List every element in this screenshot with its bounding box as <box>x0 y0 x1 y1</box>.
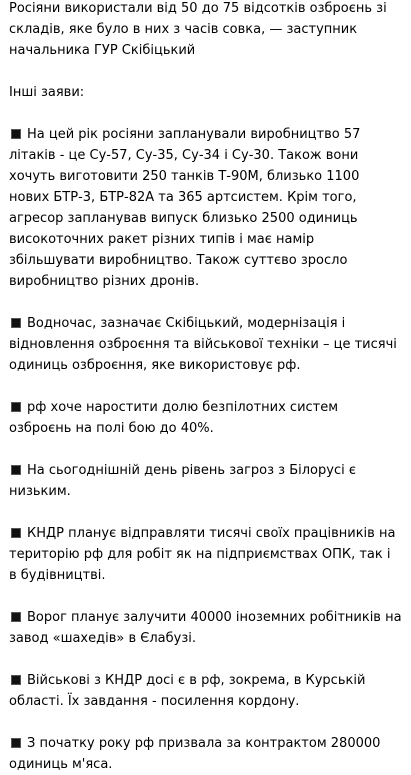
black-square-icon <box>11 675 21 685</box>
list-item <box>9 124 402 292</box>
black-square-icon <box>11 528 21 538</box>
intro-paragraph: Росіяни використали від 50 до 75 відсотків озброєнь зі складів, яке було в них з часів совка, — заступник начальника ГУР Скібіцький <box>9 1 387 58</box>
list-item <box>9 460 402 502</box>
black-square-icon <box>11 129 21 139</box>
list-item-text: Військові з КНДР досі є в рф, зокрема, в Курській області. Їх завдання - посилення кордону. <box>9 673 366 709</box>
black-square-icon <box>11 738 21 748</box>
list-item-text: На сьогоднішній день рівень загроз з Білорусі є низьким. <box>9 463 356 499</box>
black-square-icon <box>11 318 21 328</box>
list-item <box>9 733 402 775</box>
black-square-icon <box>11 465 21 475</box>
list-item-text: рф хоче наростити долю безпілотних систем озброєнь на полі бою до 40%. <box>9 400 339 436</box>
list-item <box>9 313 402 376</box>
list-item <box>9 607 402 649</box>
list-item-text: КНДР планує відправляти тисячі своїх працівників на територію рф для робіт як на підприємствах ОПК, так і в будівництві. <box>9 526 396 583</box>
list-item-text: Водночас, зазначає Скібіцький, модернізація і відновлення озброєння та військової техніки – це тисячі одиниць озброєння, яке використовує рф. <box>9 316 397 373</box>
list-item <box>9 670 402 712</box>
black-square-icon <box>11 402 21 412</box>
list-item-text: На цей рік росіяни запланували виробництво 57 літаків - це Су-57, Су-35, Су-34 і Су-30. Також вони хочуть виготовити 250 танків Т-90М, близько 1100 нових БТР-3, БТР-82А та 365 артсистем. Крім того, агресор запланував випуск близько 2500 одиниць високоточних ракет різних типів і має намір збільшувати виробництво. Також суттєво зросло виробництво різних дронів. <box>9 127 361 289</box>
section-heading: Інші заяви: <box>9 85 85 100</box>
list-item <box>9 523 402 586</box>
list-item-text: Ворог планує залучити 40000 іноземних робітників на завод «шахедів» в Єлабузі. <box>9 610 402 646</box>
black-square-icon <box>11 612 21 622</box>
list-item-text: З початку року рф призвала за контрактом 280000 одиниць м'яса. <box>9 736 381 772</box>
list-item <box>9 397 402 439</box>
